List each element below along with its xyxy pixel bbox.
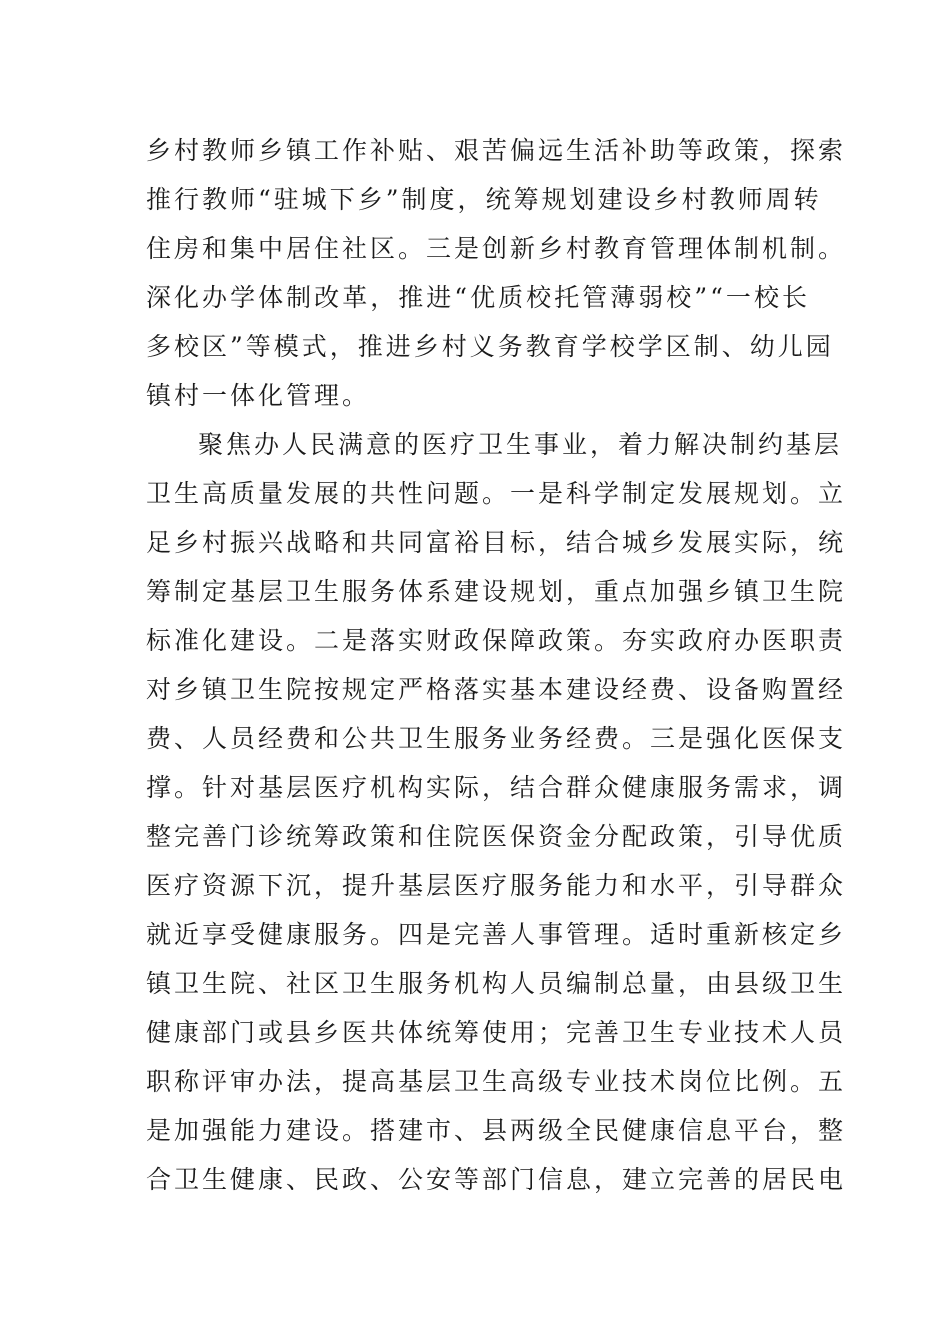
paragraph-line: 推行教师“驻城下乡”制度，统筹规划建设乡村教师周转 [146,185,822,214]
body-text [146,126,847,1204]
paragraph-line: 镇村一体化管理。 [146,381,371,410]
paragraph-line: 是加强能力建设。搭建市、县两级全民健康信息平台，整 [146,1116,847,1145]
paragraph-line: 对乡镇卫生院按规定严格落实基本建设经费、设备购置经 [146,675,847,704]
paragraph-line: 费、人员经费和公共卫生服务业务经费。三是强化医保支 [146,724,847,753]
paragraph-line: 足乡村振兴战略和共同富裕目标，结合城乡发展实际，统 [146,528,847,557]
paragraph-line: 乡村教师乡镇工作补贴、艰苦偏远生活补助等政策，探索 [146,136,847,165]
paragraph-line: 住房和集中居住社区。三是创新乡村教育管理体制机制。 [146,234,847,263]
paragraph-line: 撑。针对基层医疗机构实际，结合群众健康服务需求，调 [146,773,847,802]
paragraph-line: 医疗资源下沉，提升基层医疗服务能力和水平，引导群众 [146,871,847,900]
paragraph-line: 整完善门诊统筹政策和住院医保资金分配政策，引导优质 [146,822,847,851]
paragraph-line: 多校区”等模式，推进乡村义务教育学校学区制、幼儿园 [146,332,834,361]
paragraph-2 [146,420,847,1204]
paragraph-line: 健康部门或县乡医共体统筹使用；完善卫生专业技术人员 [146,1018,847,1047]
paragraph-line: 合卫生健康、民政、公安等部门信息，建立完善的居民电 [146,1165,847,1194]
paragraph-line: 就近享受健康服务。四是完善人事管理。适时重新核定乡 [146,920,847,949]
paragraph-line: 职称评审办法，提高基层卫生高级专业技术岗位比例。五 [146,1067,847,1096]
paragraph-line: 筹制定基层卫生服务体系建设规划，重点加强乡镇卫生院 [146,577,847,606]
paragraph-line: 镇卫生院、社区卫生服务机构人员编制总量，由县级卫生 [146,969,847,998]
paragraph-1 [146,126,847,420]
paragraph-line: 深化办学体制改革，推进“优质校托管薄弱校”“一校长 [146,283,810,312]
paragraph-line: 聚焦办人民满意的医疗卫生事业，着力解决制约基层 [198,430,843,459]
paragraph-line: 标准化建设。二是落实财政保障政策。夯实政府办医职责 [146,626,847,655]
paragraph-line: 卫生高质量发展的共性问题。一是科学制定发展规划。立 [146,479,847,508]
